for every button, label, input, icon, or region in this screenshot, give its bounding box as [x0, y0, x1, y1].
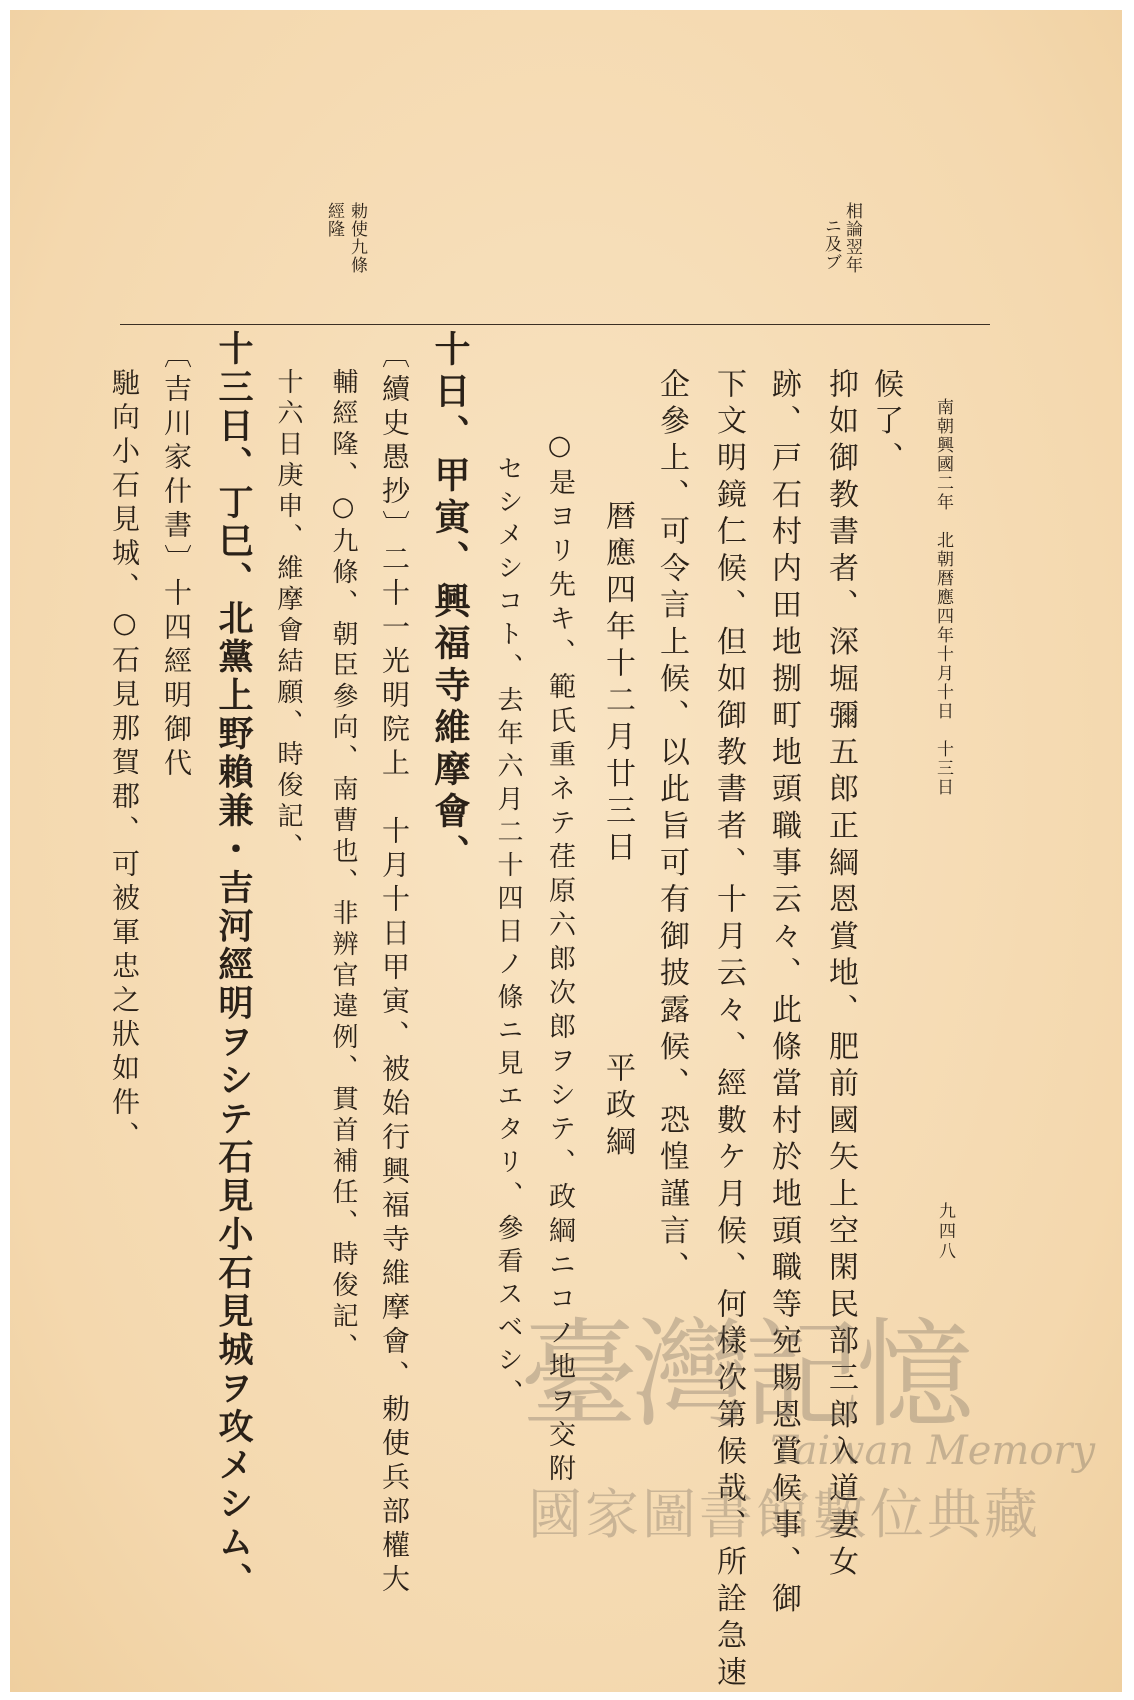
text-column: 抑如御教書者、深堀彌五郎正綱恩賞地、肥前國矢上空閑民部三郎入道妻女 — [823, 368, 858, 1583]
page-number: 九四八 — [935, 1202, 955, 1262]
text-column: 候了、 — [868, 368, 903, 479]
text-column: 跡、戸石村内田地捌町地頭職事云々、此條當村於地頭職等宛賜恩賞候事、御 — [766, 368, 801, 1620]
text-column: 企參上、可令言上候、以此旨可有御披露候、恐惶謹言、 — [654, 368, 689, 1288]
watermark-logo-latin: Taiwan Memory — [770, 1428, 1096, 1474]
margin-note: 勅使九條 — [347, 202, 367, 274]
text-column: ○是ヨリ先キ、範氏重ネテ荏原六郎次郎ヲシテ、政綱ニコノ地ヲ交附 — [544, 430, 575, 1488]
watermark-logo-cursive: 臺灣記憶 — [520, 1306, 969, 1444]
section-heading: 十日、甲寅、興福寺維摩會、 — [429, 330, 471, 876]
text-column: 〔吉川家什書〕十四經明御代 — [160, 340, 193, 782]
text-column: 〔續史愚抄〕二十一光明院上 十月十日甲寅、被始行興福寺維摩會、勅使兵部權大 — [378, 340, 411, 1598]
margin-note: ニ及ブ — [821, 217, 841, 271]
text-column: 馳向小石見城、○石見那賀郡、可被軍忠之狀如件、 — [108, 368, 141, 1155]
watermark-institution: 國家圖書館數位典藏 — [528, 1483, 1041, 1546]
text-column: 輔經隆、○九條、朝臣參向、南曹也、非辨官違例、貫首補任、時俊記、 — [328, 368, 358, 1364]
text-column: セシメシコト、去年六月二十四日ノ條ニ見エタリ、參看スベシ、 — [493, 455, 523, 1412]
margin-note: 相論翌年 — [842, 202, 862, 274]
text-column: 下文明鏡仁候、但如御教書者、十月云々、經數ケ月候、何樣次第候哉、所詮急速 — [711, 368, 746, 1693]
header-divider — [120, 324, 990, 325]
text-column: 暦應四年十二月廿三日 平政綱 — [600, 500, 635, 1163]
document-page — [10, 10, 1122, 1692]
margin-note: 經隆 — [324, 202, 344, 238]
running-title: 南朝興國二年 北朝暦應四年十月十日 十三日 — [933, 398, 953, 797]
section-heading: 十三日、丁巳、北黨上野賴兼・吉河經明ヲシテ石見小石見城ヲ攻メシム、 — [213, 330, 254, 1601]
text-column: 十六日庚申、維摩會結願、時俊記、 — [273, 368, 303, 864]
